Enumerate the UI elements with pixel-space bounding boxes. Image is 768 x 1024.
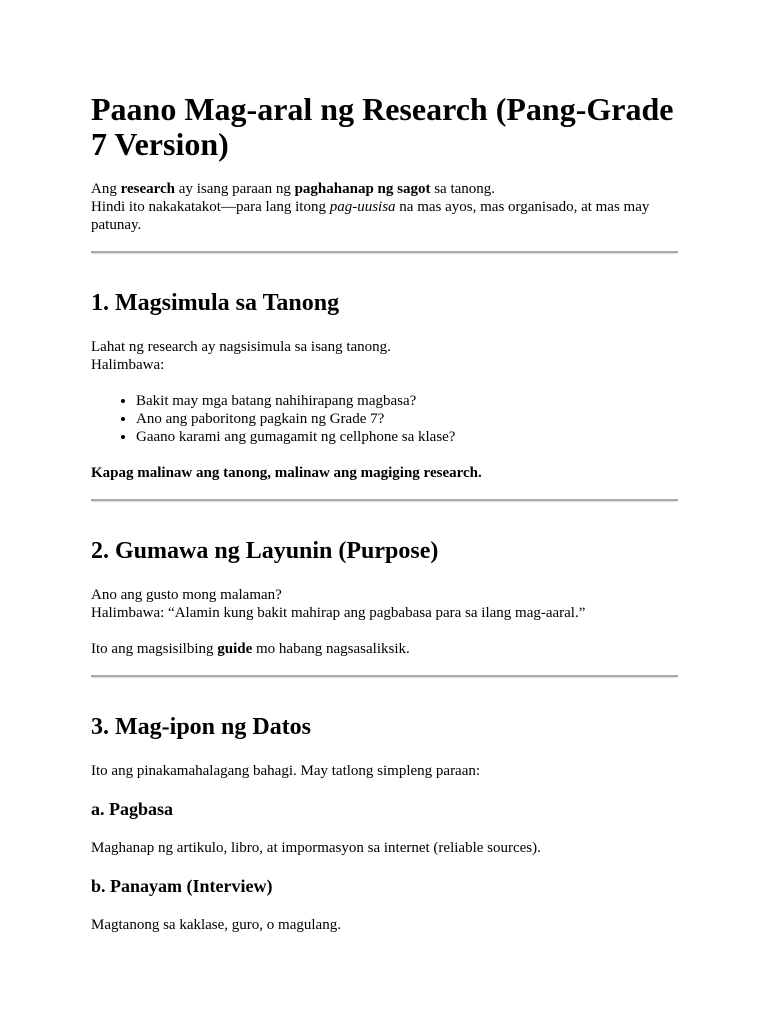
section2-bold-guide: guide	[217, 641, 253, 657]
section2-text: Ito ang magsisilbing	[91, 641, 218, 657]
intro-bold-research: research	[120, 181, 176, 197]
section1-text: Lahat ng research ay nagsisimula sa isang tanong.	[91, 339, 391, 355]
intro-text: na mas ayos, mas organisado, at mas may patunay.	[91, 199, 650, 233]
subsection-a-heading: a. Pagbasa	[91, 799, 174, 819]
intro-text: sa tanong.	[430, 181, 496, 197]
section2-text: Halimbawa: “Alamin kung bakit mahirap ang pagbabasa para sa ilang mag-aaral.”	[91, 605, 586, 621]
page-title: Paano Mag-aral ng Research (Pang-Grade 7 Version)	[91, 91, 674, 162]
section1-intro	[91, 338, 678, 374]
intro-paragraph	[91, 180, 678, 234]
section2-text: mo habang nagsasaliksik.	[252, 641, 410, 657]
section1-text: Halimbawa:	[91, 357, 165, 373]
subsection-a-text: Maghanap ng artikulo, libro, at impormasyon sa internet (reliable sources).	[91, 840, 541, 856]
section2-guide	[91, 640, 678, 658]
intro-text: Hindi ito nakakatakot—para lang itong	[91, 199, 330, 215]
section2-heading: 2. Gumawa ng Layunin (Purpose)	[91, 538, 439, 564]
list-item: • Ano ang paboritong pagkain ng Grade 7?	[136, 410, 678, 428]
list-item: • Gaano karami ang gumagamit ng cellphone sa klase?	[136, 428, 678, 446]
intro-italic-paguusisa: pag-uusisa	[329, 199, 396, 215]
section3-heading: 3. Mag-ipon ng Datos	[91, 714, 312, 740]
section2-text: Ano ang gusto mong malaman?	[91, 587, 282, 603]
section2-intro	[91, 586, 678, 622]
intro-text: Ang	[91, 181, 121, 197]
examples-list	[91, 392, 678, 446]
section3-intro: Ito ang pinakamahalagang bahagi. May tatlong simpleng paraan:	[91, 763, 481, 779]
intro-bold-paghahanap: paghahanap ng sagot	[294, 181, 431, 197]
subsection-b-heading: b. Panayam (Interview)	[91, 876, 273, 896]
list-item: • Bakit may mga batang nahihirapang magbasa?	[136, 392, 678, 410]
section1-closing-bold: Kapag malinaw ang tanong, malinaw ang magiging research.	[91, 465, 482, 481]
section1-closing	[91, 464, 678, 482]
intro-text: ay isang paraan ng	[175, 181, 295, 197]
subsection-b-text: Magtanong sa kaklase, guro, o magulang.	[91, 917, 341, 933]
document-content	[91, 92, 678, 934]
section1-heading: 1. Magsimula sa Tanong	[91, 290, 340, 316]
